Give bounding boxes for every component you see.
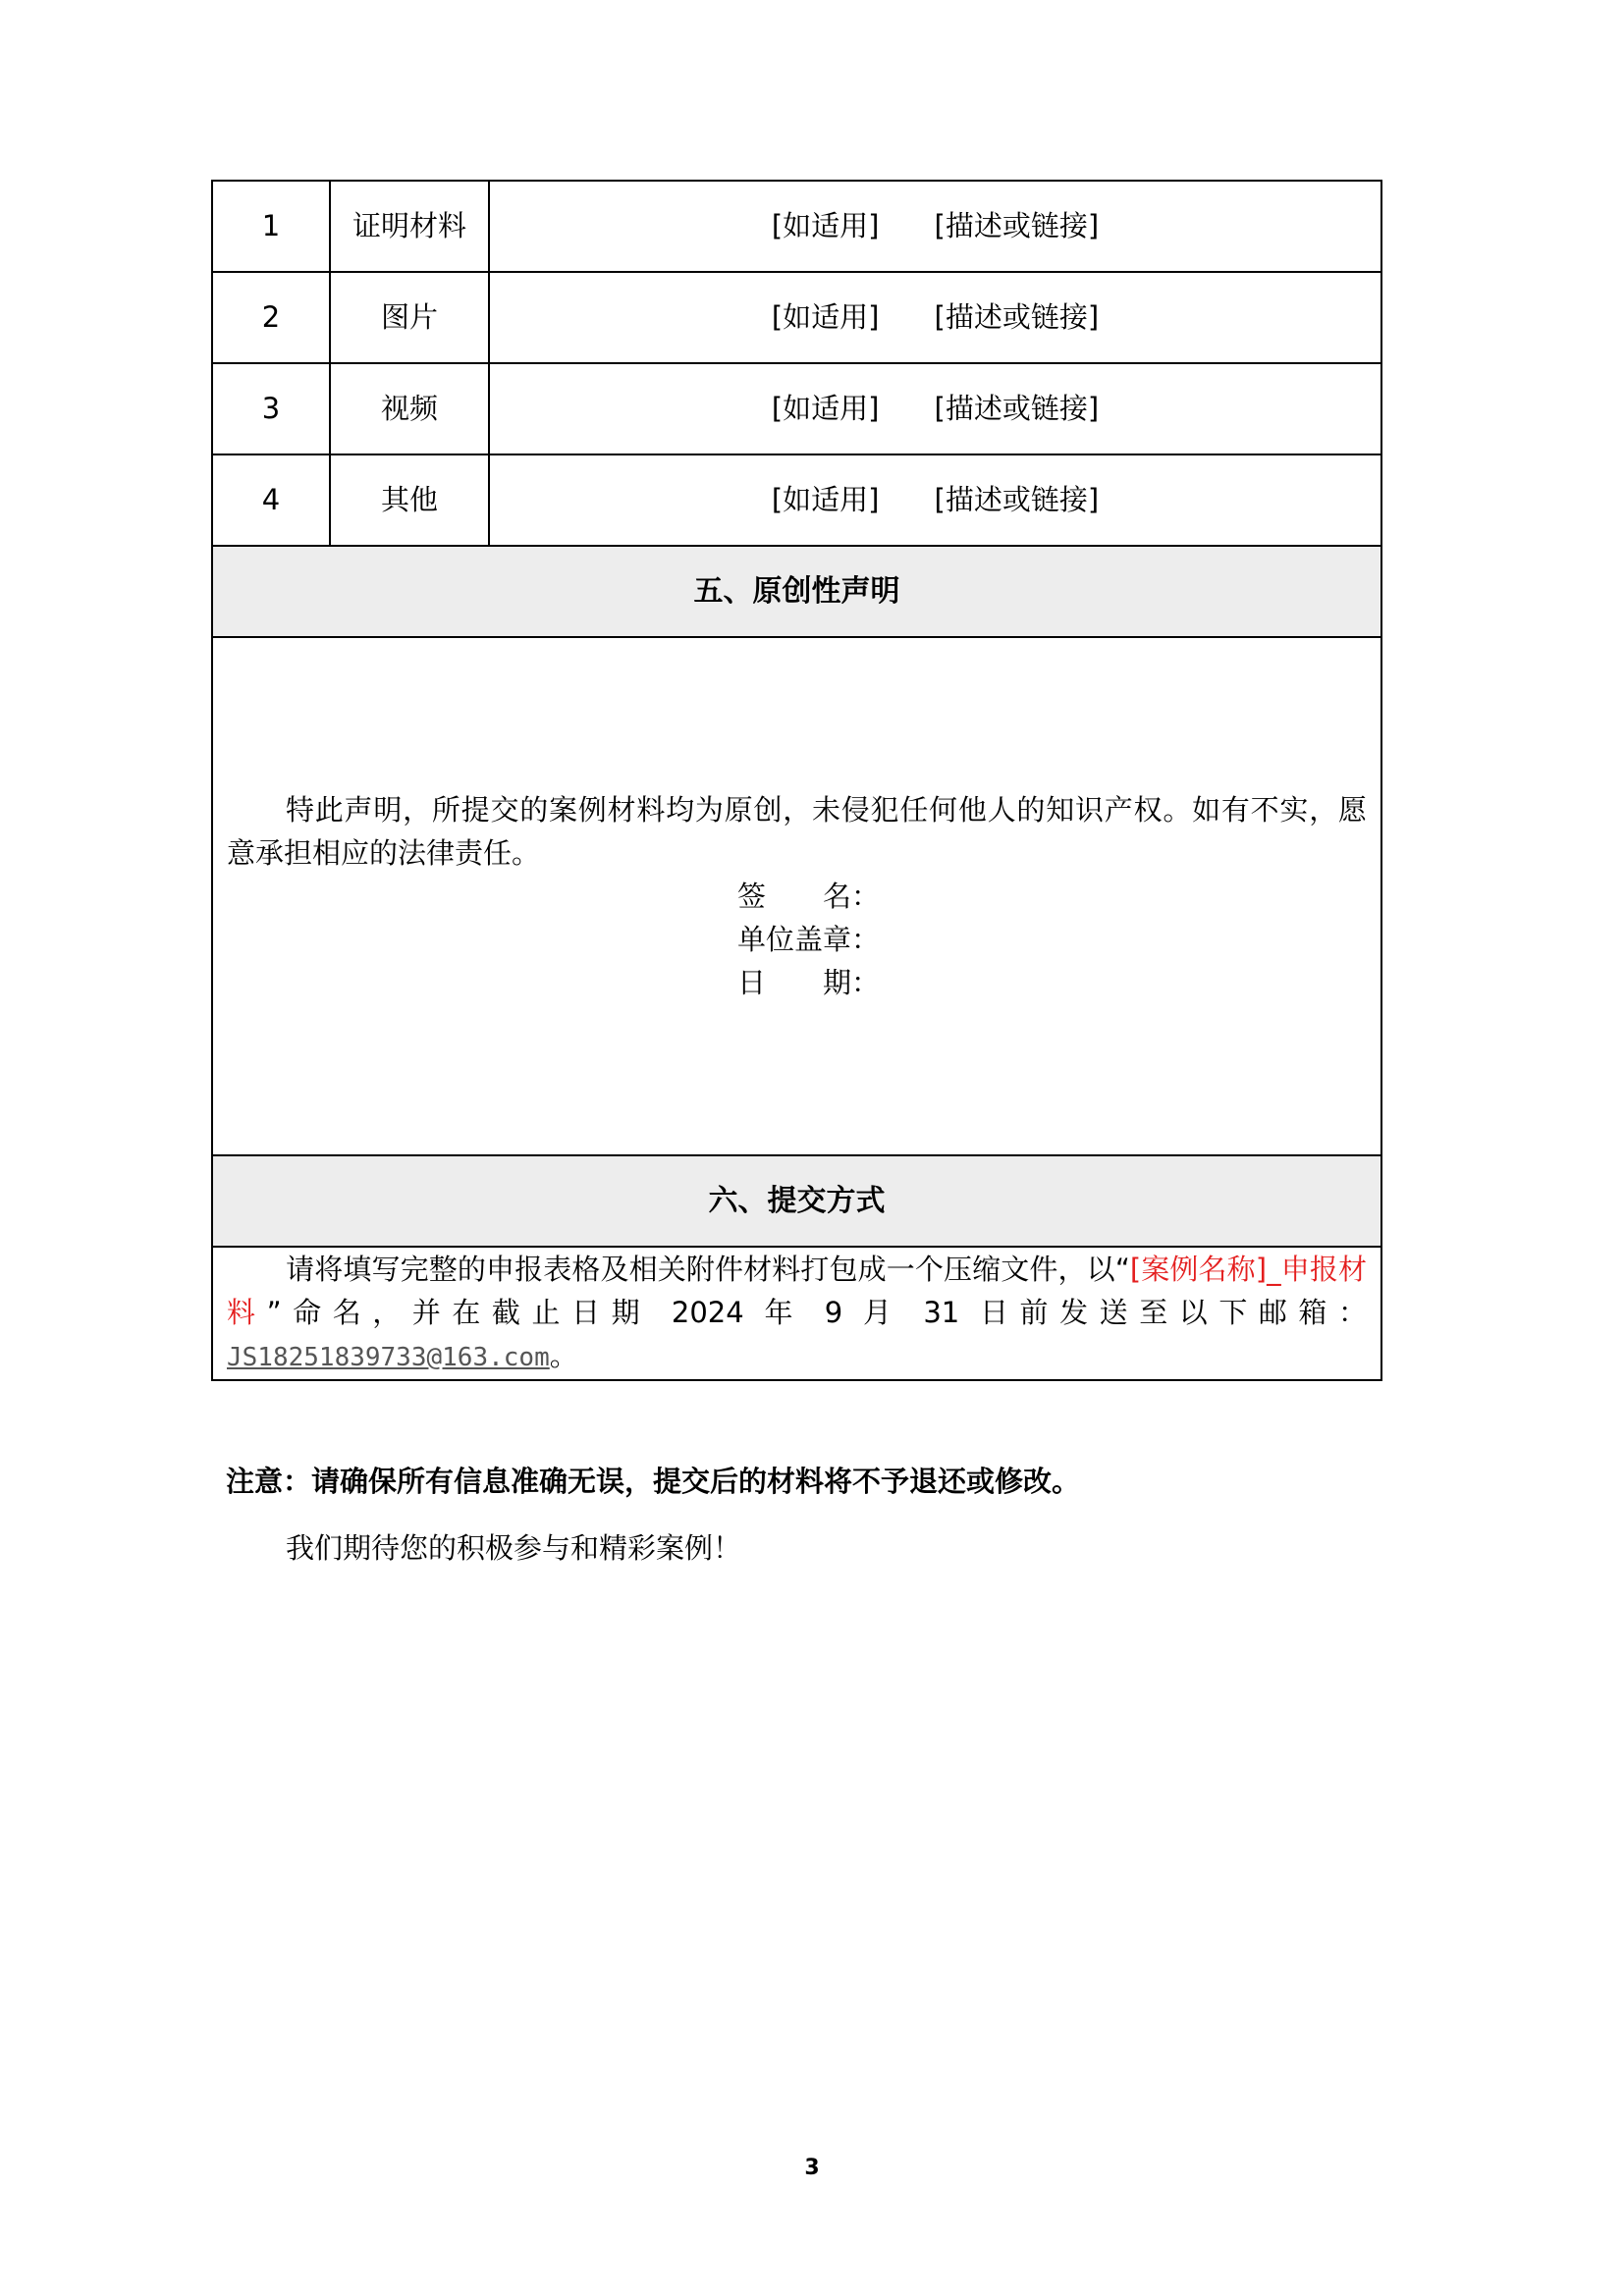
declaration-row <box>212 637 1381 1155</box>
row-number: 3 <box>212 363 330 454</box>
description-placeholder: [描述或链接] <box>934 209 1100 243</box>
description-placeholder: [描述或链接] <box>934 300 1100 335</box>
table-row <box>212 454 1381 546</box>
signature-block <box>227 875 1367 1004</box>
row-number: 4 <box>212 454 330 546</box>
applicable-placeholder: [如适用] <box>771 483 880 517</box>
table-row <box>212 181 1381 272</box>
material-type: 图片 <box>330 272 489 363</box>
row-number: 1 <box>212 181 330 272</box>
material-description <box>489 363 1381 454</box>
applicable-placeholder: [如适用] <box>771 300 880 335</box>
email-link[interactable]: JS18251839733@163.com <box>227 1343 550 1372</box>
submission-cell <box>212 1247 1381 1380</box>
page-number: 3 <box>804 2156 820 2180</box>
table-row <box>212 272 1381 363</box>
filename-pattern: [案例名称]_申报材料 <box>227 1253 1367 1329</box>
declaration-text: 特此声明，所提交的案例材料均为原创，未侵犯任何他人的知识产权。如有不实，愿意承担相应的法律责任。 <box>227 793 1367 870</box>
submission-text <box>213 1248 1380 1379</box>
notice-text: 注意：请确保所有信息准确无误，提交后的材料将不予退还或修改。 <box>226 1465 1081 1498</box>
material-type: 其他 <box>330 454 489 546</box>
declaration-cell <box>212 637 1381 1155</box>
section-title: 五、原创性声明 <box>212 546 1381 637</box>
applicable-placeholder: [如适用] <box>771 392 880 426</box>
date-label: 日 期： <box>737 966 881 999</box>
materials-table <box>211 180 1382 1381</box>
declaration-block <box>213 788 1380 1004</box>
submission-row <box>212 1247 1381 1380</box>
section-heading-originality <box>212 546 1381 637</box>
material-type: 证明材料 <box>330 181 489 272</box>
table-row <box>212 363 1381 454</box>
material-description <box>489 181 1381 272</box>
submission-text-start: 请将填写完整的申报表格及相关附件材料打包成一个压缩文件，以“ <box>286 1253 1130 1286</box>
description-placeholder: [描述或链接] <box>934 483 1100 517</box>
seal-label: 单位盖章： <box>737 923 881 956</box>
material-description <box>489 454 1381 546</box>
material-description <box>489 272 1381 363</box>
signature-label: 签 名： <box>737 880 881 913</box>
section-heading-submission <box>212 1155 1381 1247</box>
material-type: 视频 <box>330 363 489 454</box>
submission-text-middle: ”命名，并在截止日期 2024 年 9 月 31 日前发送至以下邮箱： <box>266 1296 1367 1329</box>
applicable-placeholder: [如适用] <box>771 209 880 243</box>
description-placeholder: [描述或链接] <box>934 392 1100 426</box>
submission-text-end: 。 <box>549 1339 578 1372</box>
closing-text: 我们期待您的积极参与和精彩案例！ <box>286 1531 742 1565</box>
row-number: 2 <box>212 272 330 363</box>
section-title: 六、提交方式 <box>212 1155 1381 1247</box>
